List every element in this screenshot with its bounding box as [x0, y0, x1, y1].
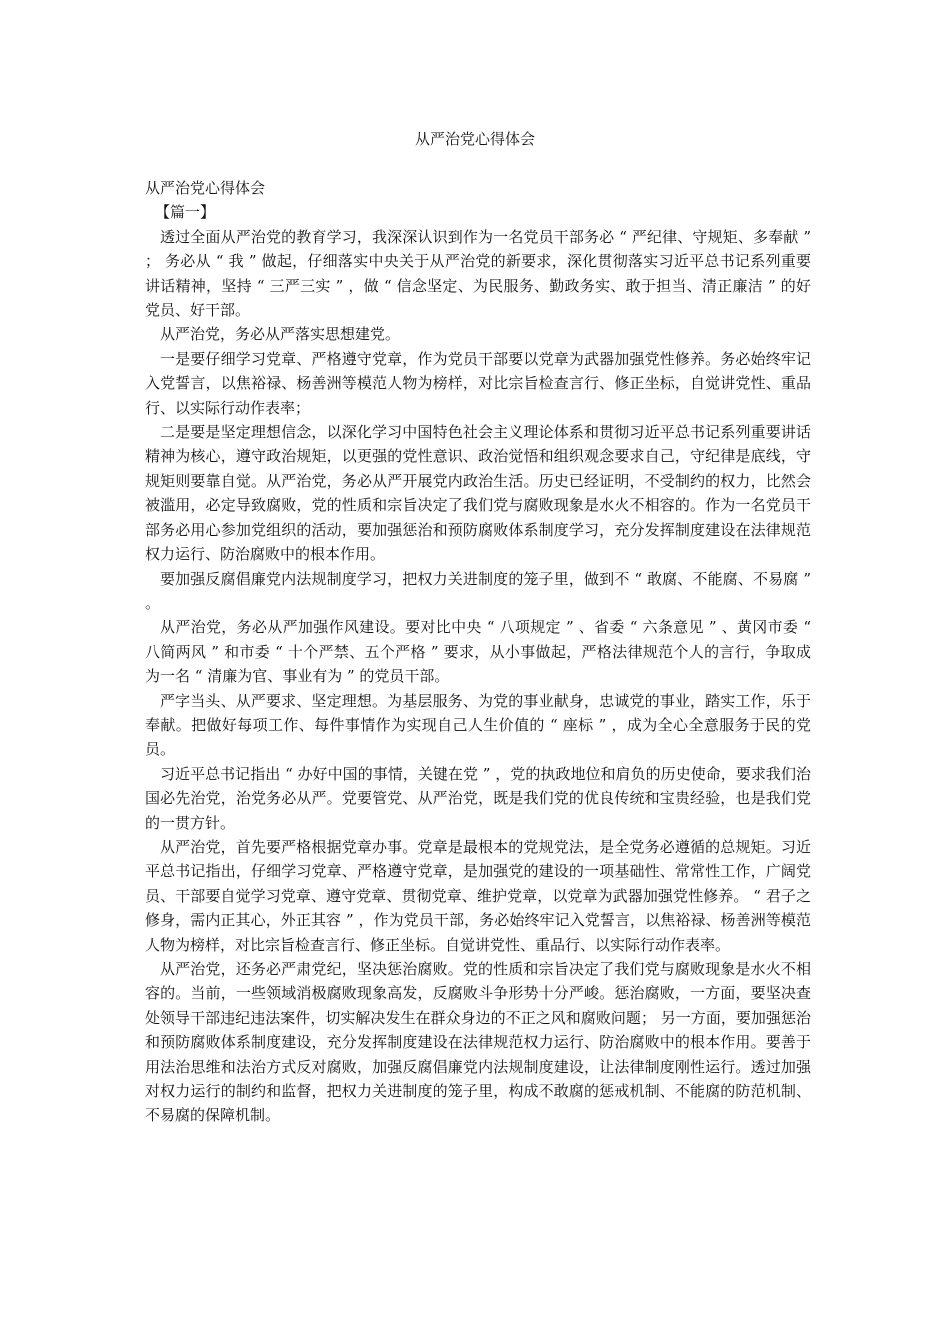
- paragraph: 一是要仔细学习党章、严格遵守党章，作为党员干部要以党章为武器加强党性修养。务必始终牢记入党誓言，以焦裕禄、杨善洲等模范人物为榜样，对比宗旨检查言行、修正坐标，自觉讲党性、重品行、以实际行动作表率；: [145, 349, 811, 417]
- paragraph: 严字当头、从严要求、坚定理想。为基层服务、为党的事业献身，忠诚党的事业，踏实工作，乐于奉献。把做好每项工作、每件事情作为实现自己人生价值的 “ 座标 ” ，成为全心全意服务于民的党员。: [145, 691, 811, 759]
- paragraph: 要加强反腐倡廉党内法规制度学习，把权力关进制度的笼子里，做到不 “ 敢腐、不能腐、不易腐 ” 。: [145, 569, 811, 612]
- page-title: 从严治党心得体会: [414, 130, 535, 148]
- paragraph: 从严治党，务必从严加强作风建设。要对比中央 “ 八项规定 ” 、省委 “ 六条意见 ” 、黄冈市委 “ 八简两风 ” 和市委 “ 十个严禁、五个严格 ” 要求，从小事做起，严格法律规范个人的言行，争取成为一名 “ 清廉为官、事业有为 ” 的党员干部。: [145, 618, 811, 686]
- paragraph: 透过全面从严治党的教育学习，我深深认识到作为一名党员干部务必 “ 严纪律、守规矩、多奉献 ” ； 务必从 “ 我 ” 做起，仔细落实中央关于从严治党的新要求，深化贯彻落实习近平总书记系列重要讲话精神，坚持 “ 三严三实 ” ，做 “ 信念坚定、为民服务、勤政务实、敢于担当、清正廉洁 ” 的好党员、好干部。: [145, 227, 811, 320]
- paragraph: 习近平总书记指出 “ 办好中国的事情，关键在党 ” ，党的执政地位和肩负的历史使命，要求我们治国必先治党，治党务必从严。党要管党、从严治党，既是我们党的优良传统和宝贵经验，也是我们党的一贯方针。: [145, 764, 811, 832]
- paragraph: 从严治党，还务必严肃党纪，坚决惩治腐败。党的性质和宗旨决定了我们党与腐败现象是水火不相容的。当前，一些领域消极腐败现象高发，反腐败斗争形势十分严峻。惩治腐败，一方面，要坚决查处领导干部违纪违法案件，切实解决发生在群众身边的不正之风和腐败问题； 另一方面，要加强惩治和预防腐败体系制度建设，充分发挥制度建设在法律规范权力运行、防治腐败中的根本作用。要善于用法治思维和法治方式反对腐败，加强反腐倡廉党内法规制度建设，让法律制度刚性运行。透过加强对权力运行的制约和监督，把权力关进制度的笼子里，构成不敢腐的惩戒机制、不能腐的防范机制、不易腐的保障机制。: [145, 960, 811, 1125]
- document-body: [145, 176, 811, 1128]
- paragraph: 从严治党，首先要严格根据党章办事。党章是最根本的党规党法，是全党务必遵循的总规矩。习近平总书记指出，仔细学习党章、严格遵守党章，是加强党的建设的一项基础性、常常性工作，广阔党员、干部要自觉学习党章、遵守党章、贯彻党章、维护党章，以党章为武器加强党性修养。 “ 君子之修身，需内正其心，外正其容 ” ，作为党员干部，务必始终牢记入党誓言，以焦裕禄、杨善洲等模范人物为榜样，对比宗旨检查言行、修正坐标。自觉讲党性、重品行、以实际行动作表率。: [145, 837, 811, 954]
- paragraph: 从严治党，务必从严落实思想建党。: [160, 325, 401, 344]
- section-label: 【篇一】: [155, 203, 216, 222]
- paragraph: 二是要是坚定理想信念，以深化学习中国特色社会主义理论体系和贯彻习近平总书记系列重要讲话精神为核心，遵守政治规矩，以更强的党性意识、政治觉悟和组织观念要求自己，守纪律是底线，守规矩则要靠自觉。从严治党，务必从严开展党内政治生活。历史已经证明，不受制约的权力，比然会被滥用，必定导致腐败，党的性质和宗旨决定了我们党与腐败现象是水火不相容的。作为一名党员干部务必用心参加党组织的活动，要加强惩治和预防腐败体系制度学习，充分发挥制度建设在法律规范权力运行、防治腐败中的根本作用。: [145, 423, 811, 564]
- document-subtitle: 从严治党心得体会: [145, 179, 266, 197]
